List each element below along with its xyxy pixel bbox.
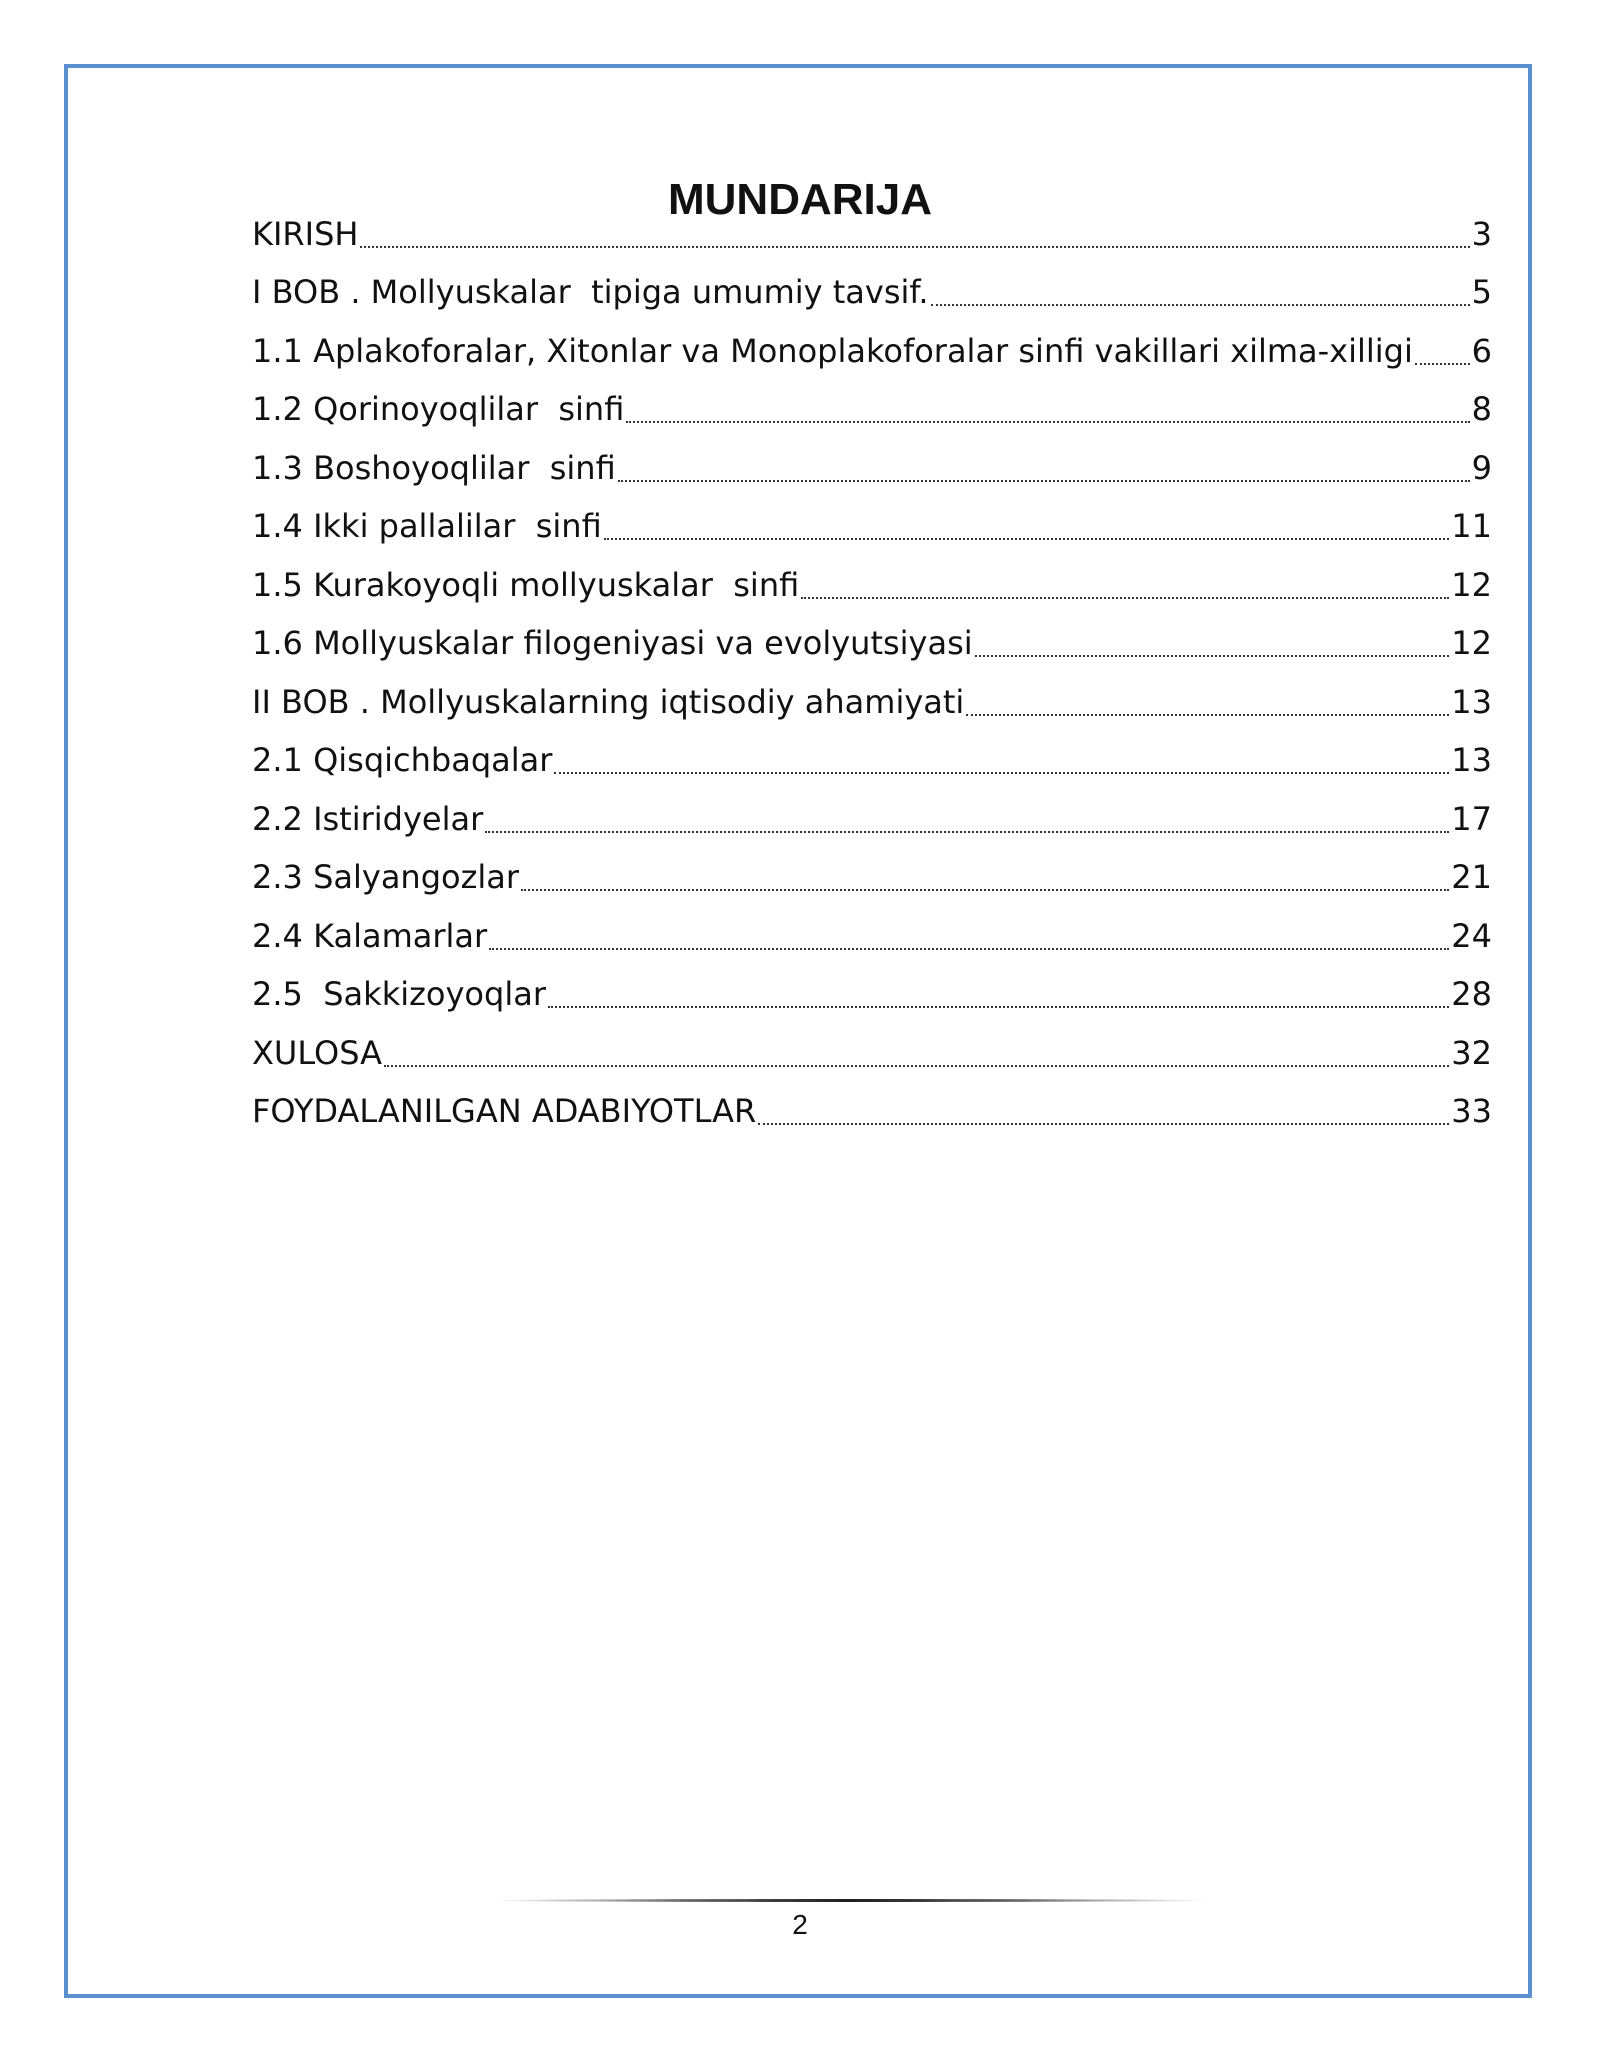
toc-entry-label: 1.2 Qorinoyoqlilar sinfi [252,390,625,428]
toc-entry-page: 12 [1451,565,1492,604]
toc-entry[interactable] [252,548,1492,607]
toc-entry-label: 2.4 Kalamarlar [252,916,488,955]
toc-entry-label: 2.3 Salyangozlar [252,858,520,896]
toc-entry-page: 9 [1471,448,1492,487]
toc-entry-label: XULOSA [252,1033,383,1072]
toc-entry[interactable] [252,197,1492,256]
toc-entry-page: 13 [1451,741,1492,779]
toc-dot-leader [604,538,1450,540]
toc-entry-page: 17 [1451,799,1492,838]
toc-entry[interactable] [252,256,1492,315]
toc-entry[interactable] [252,431,1492,490]
toc-entry-page: 5 [1471,273,1492,311]
toc-entry-page: 21 [1451,858,1492,896]
toc-entry[interactable] [252,899,1492,958]
toc-entry-page: 13 [1451,682,1492,721]
toc-entry-page: 12 [1451,624,1492,662]
toc-dot-leader [618,480,1470,482]
toc-entry-page: 33 [1451,1092,1492,1130]
toc-entry-label: 1.3 Boshoyoqlilar sinfi [252,448,616,487]
toc-entry[interactable] [252,607,1492,666]
toc-entry-label: I BOB . Mollyuskalar tipiga umumiy tavsif. [252,273,929,311]
toc-entry-page: 3 [1471,214,1492,253]
toc-dot-leader [521,889,1449,891]
toc-entry[interactable] [252,314,1492,373]
toc-entry-label: 1.1 Aplakoforalar, Xitonlar va Monoplakoforalar sinfi vakillari xilma-xilligi [252,331,1413,370]
toc-dot-leader [975,655,1450,657]
toc-entry-page: 11 [1451,507,1492,545]
toc-entry-label: FOYDALANILGAN ADABIYOTLAR [252,1092,757,1130]
toc-entry-label: II BOB . Mollyuskalarning iqtisodiy ahamiyati [252,682,965,721]
toc-entry[interactable] [252,490,1492,549]
toc-entry[interactable] [252,782,1492,841]
toc-entry-label: 2.2 Istiridyelar [252,799,484,838]
page-title: MUNDARIJA [668,175,932,225]
toc-dot-leader [1415,363,1470,365]
toc-entry[interactable] [252,373,1492,432]
toc-entry-page: 6 [1471,331,1492,370]
toc-entry-label: 2.1 Qisqichbaqalar [252,741,553,779]
toc-entry-label: 1.5 Kurakoyoqli mollyuskalar sinfi [252,565,800,604]
toc-entry-page: 32 [1451,1033,1492,1072]
toc-entry[interactable] [252,1075,1492,1134]
toc-entry[interactable] [252,1016,1492,1075]
toc-entry[interactable] [252,724,1492,783]
toc-entry[interactable] [252,665,1492,724]
toc-entry-label: 2.5 Sakkizoyoqlar [252,975,546,1013]
toc-entry-label: 1.6 Mollyuskalar filogeniyasi va evolyutsiyasi [252,624,973,662]
toc-dot-leader [801,597,1449,599]
toc-entry[interactable] [252,958,1492,1017]
table-of-contents [252,197,1492,1133]
footer-divider [490,1899,1210,1902]
toc-entry-label: 1.4 Ikki pallalilar sinfi [252,507,602,545]
toc-entry-page: 8 [1471,390,1492,428]
toc-dot-leader [554,772,1449,774]
toc-dot-leader [626,421,1469,423]
toc-dot-leader [485,831,1449,833]
toc-entry[interactable] [252,841,1492,900]
toc-entry-label: KIRISH [252,214,359,253]
toc-dot-leader [489,948,1449,950]
toc-dot-leader [758,1123,1449,1125]
toc-dot-leader [384,1065,1449,1067]
toc-dot-leader [360,246,1469,248]
toc-dot-leader [966,714,1449,716]
toc-entry-page: 24 [1451,916,1492,955]
toc-dot-leader [548,1006,1449,1008]
page-number: 2 [792,1909,808,1940]
toc-entry-page: 28 [1451,975,1492,1013]
toc-dot-leader [931,304,1470,306]
